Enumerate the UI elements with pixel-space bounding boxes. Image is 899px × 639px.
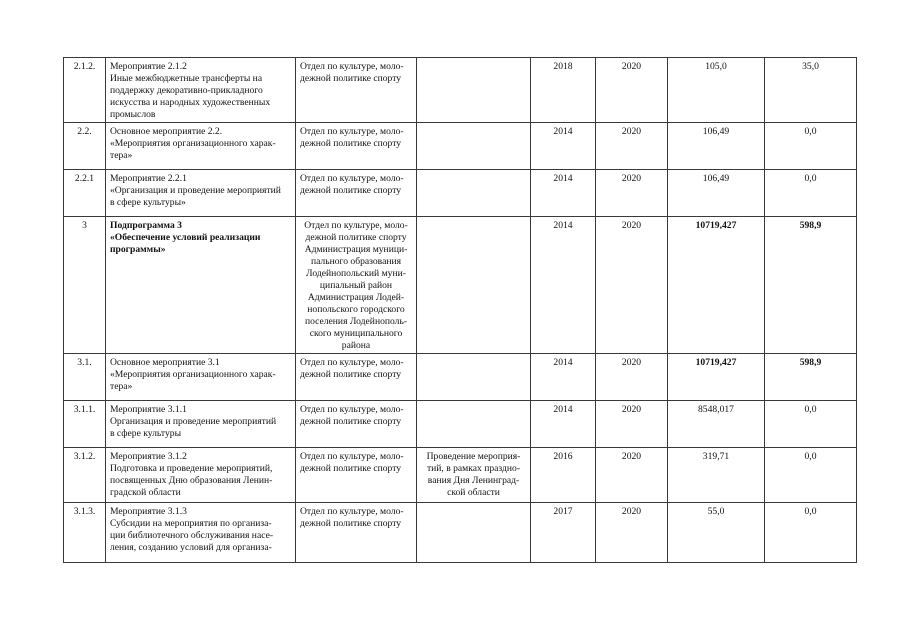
row-number-text: 3.1.2.: [73, 451, 96, 462]
table-row: [64, 354, 857, 401]
responsible-executor: [296, 217, 417, 354]
responsible-executor-line: дежной политике спорту: [300, 463, 402, 474]
responsible-executor-line: дежной политике спорту: [300, 369, 402, 380]
total-amount-text: 105,0: [705, 61, 727, 72]
activity-name-line: Подпрограмма 3: [110, 220, 182, 231]
start-year-text: 2014: [553, 357, 573, 368]
total-amount: [668, 503, 765, 563]
row-number: [64, 217, 106, 354]
end-year-text: 2020: [621, 61, 642, 72]
table-row: [64, 123, 857, 170]
responsible-executor-line: дежной политике спорту: [305, 232, 407, 243]
activity-name: [106, 123, 296, 170]
end-year: [596, 401, 668, 448]
activity-name-line: промыслов: [110, 109, 156, 120]
local-budget-amount-text: 35,0: [802, 61, 819, 72]
responsible-executor: [296, 123, 417, 170]
end-year-text: 2020: [621, 451, 642, 462]
local-budget-amount: [765, 123, 857, 170]
responsible-executor: [296, 503, 417, 563]
row-number-text: 2.1.2.: [73, 61, 96, 72]
local-budget-amount-text: 0,0: [804, 126, 817, 137]
total-amount-text: 319,71: [702, 451, 730, 462]
responsible-executor-line: нопольского городского: [307, 304, 405, 315]
row-number-text: 2.2.: [77, 126, 92, 137]
local-budget-amount: [765, 354, 857, 401]
local-budget-amount-text: 0,0: [804, 173, 817, 184]
activity-name-line: Мероприятие 3.1.2: [110, 451, 187, 462]
start-year-text: 2016: [553, 451, 573, 462]
row-number-text: 2.2.1: [74, 173, 95, 184]
start-year: [531, 217, 596, 354]
start-year: [531, 448, 596, 503]
responsible-executor-line: Лодейнопольский муни-: [306, 268, 406, 279]
responsible-executor-line: дежной политике спорту: [300, 185, 402, 196]
responsible-executor: [296, 401, 417, 448]
table-row: [64, 217, 857, 354]
local-budget-amount: [765, 58, 857, 123]
responsible-executor-line: Отдел по культуре, моло-: [300, 126, 404, 137]
activity-name-line: Основное мероприятие 2.2.: [110, 126, 223, 137]
end-year: [596, 217, 668, 354]
activity-name-line: ления, созданию условий для организа-: [110, 542, 272, 553]
activity-name: [106, 58, 296, 123]
total-amount-text: 10719,427: [695, 220, 737, 231]
responsible-executor-line: пального образования: [310, 256, 402, 267]
end-year-text: 2020: [621, 506, 642, 517]
activity-name: [106, 503, 296, 563]
start-year-text: 2014: [553, 173, 573, 184]
row-number-text: 3.1.1.: [73, 404, 96, 415]
responsible-executor-line: дежной политике спорту: [300, 518, 402, 529]
start-year: [531, 354, 596, 401]
table-body: [64, 58, 857, 563]
local-budget-amount: [765, 401, 857, 448]
responsible-executor-line: района: [341, 340, 371, 351]
responsible-executor-line: поселения Лодейнополь-: [304, 316, 408, 327]
table-row: [64, 503, 857, 563]
activity-name-line: Субсидии на мероприятия по организа-: [110, 518, 272, 529]
activity-name-line: посвященных Дню образования Ленин-: [110, 475, 273, 486]
row-number: [64, 448, 106, 503]
responsible-executor-line: Отдел по культуре, моло-: [300, 357, 404, 368]
row-number: [64, 354, 106, 401]
activity-name-line: в сфере культуры: [110, 428, 182, 439]
start-year: [531, 123, 596, 170]
activity-name-line: Иные межбюджетные трансферты на: [110, 73, 263, 84]
start-year-text: 2014: [553, 126, 573, 137]
total-amount-text: 106,49: [702, 173, 730, 184]
expected-result-line: вания Дня Ленинград-: [427, 475, 520, 486]
total-amount-text: 55,0: [707, 506, 725, 517]
responsible-executor-line: ского муниципального: [309, 328, 403, 339]
activity-name-line: градской области: [110, 487, 181, 498]
end-year-text: 2020: [621, 126, 642, 137]
activity-name-line: искусства и народных художественных: [110, 97, 271, 108]
local-budget-amount-text: 598,9: [799, 357, 822, 368]
activity-name-line: ции библиотечного обслуживания насе-: [110, 530, 274, 541]
responsible-executor: [296, 170, 417, 217]
total-amount: [668, 58, 765, 123]
start-year: [531, 58, 596, 123]
expected-result-line: Проведение мероприя-: [426, 451, 521, 462]
responsible-executor-line: Отдел по культуре, моло-: [300, 173, 404, 184]
responsible-executor-line: дежной политике спорту: [300, 138, 402, 149]
end-year: [596, 58, 668, 123]
start-year-text: 2017: [553, 506, 573, 517]
activity-name: [106, 170, 296, 217]
total-amount: [668, 217, 765, 354]
end-year: [596, 503, 668, 563]
total-amount-text: 8548,017: [698, 404, 734, 415]
responsible-executor-line: дежной политике спорту: [300, 73, 402, 84]
activity-name-line: «Обеспечение условий реализации: [110, 232, 261, 243]
activity-name-line: Мероприятие 2.1.2: [110, 61, 187, 72]
local-budget-amount-text: 598,9: [799, 220, 822, 231]
start-year-text: 2014: [553, 220, 573, 231]
expected-result: [417, 503, 531, 563]
end-year: [596, 354, 668, 401]
expected-result-line: ской области: [447, 487, 500, 498]
end-year-text: 2020: [621, 173, 642, 184]
program-activities-table: [63, 57, 857, 563]
end-year: [596, 448, 668, 503]
responsible-executor-line: ципальный район: [319, 280, 393, 291]
table-row: [64, 58, 857, 123]
activity-name-line: поддержку декоративно-прикладного: [110, 85, 263, 96]
responsible-executor-line: Отдел по культуре, моло-: [304, 220, 408, 231]
expected-result: [417, 58, 531, 123]
activity-name-line: тера»: [110, 150, 133, 161]
responsible-executor-line: дежной политике спорту: [300, 416, 402, 427]
expected-result: [417, 123, 531, 170]
row-number-text: 3: [82, 220, 87, 231]
table-row: [64, 401, 857, 448]
row-number: [64, 503, 106, 563]
table-row: [64, 170, 857, 217]
end-year-text: 2020: [621, 357, 642, 368]
local-budget-amount-text: 0,0: [804, 451, 817, 462]
row-number-text: 3.1.: [77, 357, 92, 368]
activity-name-line: Мероприятие 2.2.1: [110, 173, 187, 184]
expected-result: [417, 170, 531, 217]
local-budget-amount-text: 0,0: [804, 506, 817, 517]
start-year: [531, 503, 596, 563]
responsible-executor-line: Отдел по культуре, моло-: [300, 404, 404, 415]
expected-result-line: тий, в рамках праздно-: [426, 463, 521, 474]
row-number: [64, 123, 106, 170]
activity-name-line: программы»: [110, 244, 166, 255]
activity-name-line: Организация и проведение мероприятий: [110, 416, 277, 427]
local-budget-amount: [765, 170, 857, 217]
total-amount: [668, 170, 765, 217]
total-amount: [668, 448, 765, 503]
total-amount-text: 106,49: [702, 126, 730, 137]
responsible-executor-line: Отдел по культуре, моло-: [300, 451, 404, 462]
row-number: [64, 401, 106, 448]
activity-name: [106, 354, 296, 401]
activity-name-line: «Организация и проведение мероприятий: [110, 185, 281, 196]
row-number-text: 3.1.3.: [73, 506, 96, 517]
activity-name-line: «Мероприятия организационного харак-: [110, 369, 276, 380]
expected-result: [417, 217, 531, 354]
local-budget-amount-text: 0,0: [804, 404, 817, 415]
start-year-text: 2014: [553, 404, 573, 415]
start-year: [531, 401, 596, 448]
responsible-executor-line: Отдел по культуре, моло-: [300, 61, 404, 72]
start-year: [531, 170, 596, 217]
expected-result: [417, 354, 531, 401]
activity-name-line: Мероприятие 3.1.3: [110, 506, 187, 517]
total-amount: [668, 401, 765, 448]
end-year-text: 2020: [621, 220, 642, 231]
activity-name-line: в сфере культуры»: [110, 197, 186, 208]
total-amount: [668, 354, 765, 401]
activity-name: [106, 217, 296, 354]
responsible-executor: [296, 354, 417, 401]
local-budget-amount: [765, 503, 857, 563]
expected-result: [417, 448, 531, 503]
activity-name-line: Мероприятие 3.1.1: [110, 404, 187, 415]
activity-name-line: Основное мероприятие 3.1: [110, 357, 220, 368]
end-year: [596, 123, 668, 170]
responsible-executor-line: Администрация муници-: [304, 244, 408, 255]
responsible-executor: [296, 58, 417, 123]
total-amount: [668, 123, 765, 170]
responsible-executor-line: Отдел по культуре, моло-: [300, 506, 404, 517]
activity-name: [106, 401, 296, 448]
activity-name-line: Подготовка и проведение мероприятий,: [110, 463, 273, 474]
local-budget-amount: [765, 217, 857, 354]
end-year-text: 2020: [621, 404, 642, 415]
row-number: [64, 170, 106, 217]
activity-name-line: тера»: [110, 381, 133, 392]
activity-name-line: «Мероприятия организационного харак-: [110, 138, 276, 149]
row-number: [64, 58, 106, 123]
expected-result: [417, 401, 531, 448]
total-amount-text: 10719,427: [695, 357, 737, 368]
activity-name: [106, 448, 296, 503]
local-budget-amount: [765, 448, 857, 503]
end-year: [596, 170, 668, 217]
table-row: [64, 448, 857, 503]
responsible-executor-line: Администрация Лодей-: [307, 292, 405, 303]
start-year-text: 2018: [553, 61, 573, 72]
responsible-executor: [296, 448, 417, 503]
